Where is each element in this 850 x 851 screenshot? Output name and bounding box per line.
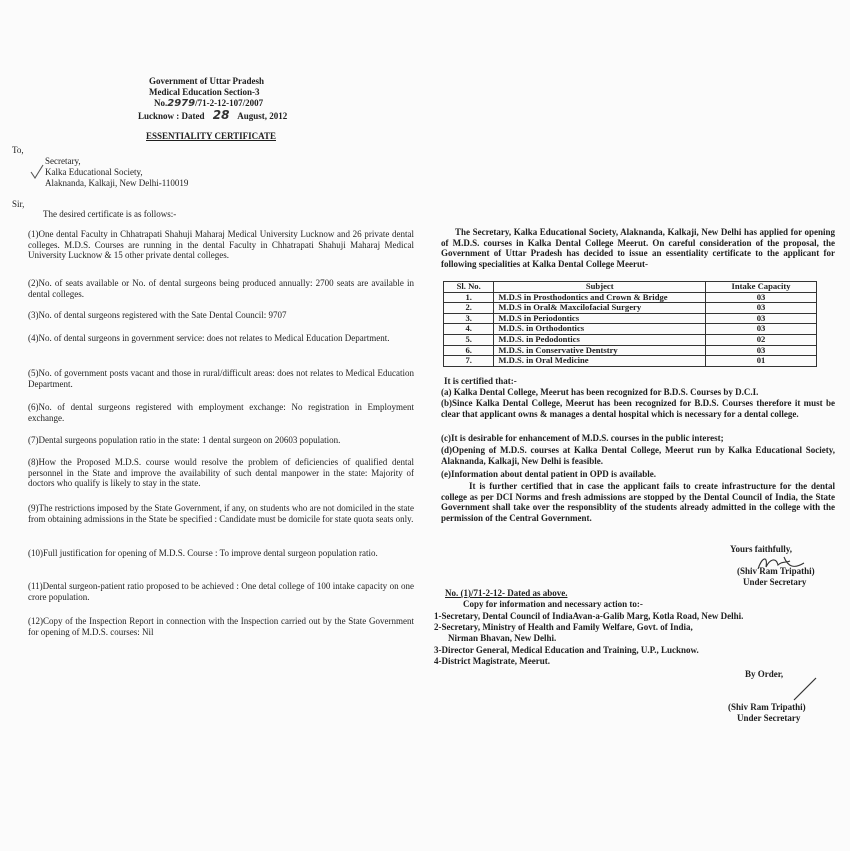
item-1: (1)One dental Faculty in Chhatrapati Shahuji Maharaj Medical University Lucknow and 26 private dental colleges. M.D.S. Courses are running in the dental Faculty in Chhatrapati Shahuji Maharaj Medical University Lucknow & 15 other private dental colleges. [28, 229, 414, 261]
salutation: Sir, [12, 199, 25, 209]
address-line1: Secretary, [45, 156, 81, 166]
header-number-suffix: /71-2-12-107/2007 [195, 98, 264, 108]
copy-item-3: 3-Director General, Medical Education and Training, U.P., Lucknow. [434, 645, 699, 655]
address-line2: Kalka Educational Society, [45, 167, 143, 177]
row-intake: 03 [706, 345, 817, 356]
row-intake: 03 [706, 292, 817, 303]
row-intake: 03 [706, 324, 817, 335]
header-number [154, 98, 263, 110]
document-title: ESSENTIALITY CERTIFICATE [146, 131, 276, 141]
certified-b: (b)Since Kalka Dental College, Meerut has been recognized for B.D.S. Courses therefore it must be clear that applicant owns & manages a dental hospital which is necessary for a dental college. [441, 398, 835, 419]
item-12: (12)Copy of the Inspection Report in connection with the Inspection carried out by the State Government for opening of M.D.S. courses: Nil [28, 616, 414, 637]
item-11: (11)Dental surgeon-patient ratio proposed to be achieved : One detal college of 100 intake capacity on one crore population. [28, 581, 414, 602]
copy-item-4: 4-District Magistrate, Meerut. [434, 656, 550, 666]
copy-item-1: 1-Secretary, Dental Council of IndiaAvan-a-Galib Marg, Kotla Road, New Delhi. [434, 611, 744, 621]
table-row [444, 292, 817, 303]
row-number: 4. [444, 324, 494, 335]
header-number-handwritten: 2979 [167, 98, 196, 109]
table-row [444, 324, 817, 335]
header-date-suffix: August, 2012 [237, 111, 288, 121]
signature-stroke-icon [790, 676, 820, 702]
row-intake: 01 [706, 356, 817, 367]
row-number: 6. [444, 345, 494, 356]
certified-d: (d)Opening of M.D.S. courses at Kalka Dental College, Meerut run by Kalka Educational Society, Alaknanda, Kalkaji, New Delhi is feasible. [441, 445, 835, 466]
item-8: (8)How the Proposed M.D.S. course would resolve the problem of deficiencies of qualified dental personnel in the State and improve the availability of such dental manpower in the state: Majority of doctors who qualify is likely to stay in the state. [28, 457, 414, 489]
table-row [444, 313, 817, 324]
certified-c: (c)It is desirable for enhancement of M.D.S. courses in the public interest; [441, 433, 724, 443]
closing-yours-faithfully: Yours faithfully, [730, 544, 793, 554]
row-intake: 03 [706, 303, 817, 314]
certified-e: (e)Information about dental patient in OPD is available. [441, 469, 657, 479]
copy-item-2: 2-Secretary, Ministry of Health and Family Welfare, Govt. of India, [434, 622, 693, 632]
table-header-subject: Subject [494, 282, 706, 293]
copy-intro: Copy for information and necessary action to:- [463, 599, 643, 609]
header-date-prefix: Lucknow : Dated [138, 111, 205, 121]
row-intake: 03 [706, 313, 817, 324]
address-to: To, [12, 145, 24, 155]
row-number: 5. [444, 334, 494, 345]
item-5: (5)No. of government posts vacant and those in rural/difficult areas: does not relates to Medical Education Department. [28, 368, 414, 389]
certified-intro: It is certified that:- [444, 376, 517, 386]
item-9: (9)The restrictions imposed by the State Government, if any, on students who are not domiciled in the state from obtaining admissions in the State be specified : Candidate must be domicile for state quota seats only. [28, 503, 414, 524]
row-subject: M.D.S. in Oral Medicine [494, 356, 706, 367]
row-subject: M.D.S. in Conservative Dentstry [494, 345, 706, 356]
signatory-name-2: (Shiv Ram Tripathi) [728, 702, 806, 712]
checkmark-icon [30, 164, 44, 180]
row-subject: M.D.S in Prosthodontics and Crown & Bridge [494, 292, 706, 303]
item-10: (10)Full justification for opening of M.D.S. Course : To improve dental surgeon population ratio. [28, 548, 378, 558]
table-row [444, 356, 817, 367]
table-row [444, 345, 817, 356]
table-header-intake: Intake Capacity [706, 282, 817, 293]
row-subject: M.D.S in Periodontics [494, 313, 706, 324]
header-date [138, 110, 287, 122]
item-6: (6)No. of dental surgeons registered with employment exchange: No registration in Employment exchange. [28, 402, 414, 423]
copy-reference-number: No. (1)/71-2-12- Dated as above. [445, 588, 568, 598]
item-4: (4)No. of dental surgeons in government service: does not relates to Medical Education Department. [28, 333, 390, 343]
item-7: (7)Dental surgeons population ratio in the state: 1 dental surgeon on 20603 population. [28, 435, 341, 445]
row-intake: 02 [706, 334, 817, 345]
header-date-handwritten: 28 [212, 108, 230, 122]
copy-item-2-cont: Nirman Bhavan, New Delhi. [448, 633, 557, 643]
speciality-table [443, 281, 817, 367]
table-row [444, 334, 817, 345]
header-section: Medical Education Section-3 [149, 87, 260, 97]
row-number: 7. [444, 356, 494, 367]
row-subject: M.D.S. in Orthodontics [494, 324, 706, 335]
signatory-designation-2: Under Secretary [737, 713, 801, 723]
address-line3: Alaknanda, Kalkaji, New Delhi-110019 [45, 178, 189, 188]
further-certified: It is further certified that in case the applicant fails to create infrastructure for the dental college as per DCI Norms and fresh admissions are stopped by the Dental Council of India, the State Government shall take over the responsiblity of the students already admitted in the college with the permission of the Central Government. [441, 481, 835, 523]
by-order-text: By Order, [745, 669, 784, 679]
row-subject: M.D.S. in Pedodontics [494, 334, 706, 345]
table-row [444, 303, 817, 314]
row-number: 2. [444, 303, 494, 314]
application-paragraph: The Secretary, Kalka Educational Society, Alaknanda, Kalkaji, New Delhi has applied for opening of M.D.S. courses in Kalka Dental College Meerut. On careful consideration of the proposal, the Government of Uttar Pradesh has decided to issue an essentiality certificate to the applicant for following specialities at Kalka Dental College Meerut- [441, 227, 835, 269]
signatory-designation-1: Under Secretary [743, 577, 807, 587]
header-number-prefix: No. [154, 98, 168, 108]
row-number: 1. [444, 292, 494, 303]
intro-text: The desired certificate is as follows:- [43, 209, 177, 219]
item-3: (3)No. of dental surgeons registered with the Sate Dental Council: 9707 [28, 310, 287, 320]
item-2: (2)No. of seats available or No. of dental surgeons being produced annually: 2700 seats are available in dental colleges. [28, 278, 414, 299]
header-government: Government of Uttar Pradesh [149, 76, 265, 86]
row-number: 3. [444, 313, 494, 324]
row-subject: M.D.S in Oral& Maxcilofacial Surgery [494, 303, 706, 314]
certified-a: (a) Kalka Dental College, Meerut has been recognized for B.D.S. Courses by D.C.I. [441, 387, 759, 397]
table-header-slno: Sl. No. [444, 282, 494, 293]
table-header-row [444, 282, 817, 293]
signatory-name-1: (Shiv Ram Tripathi) [737, 566, 815, 576]
